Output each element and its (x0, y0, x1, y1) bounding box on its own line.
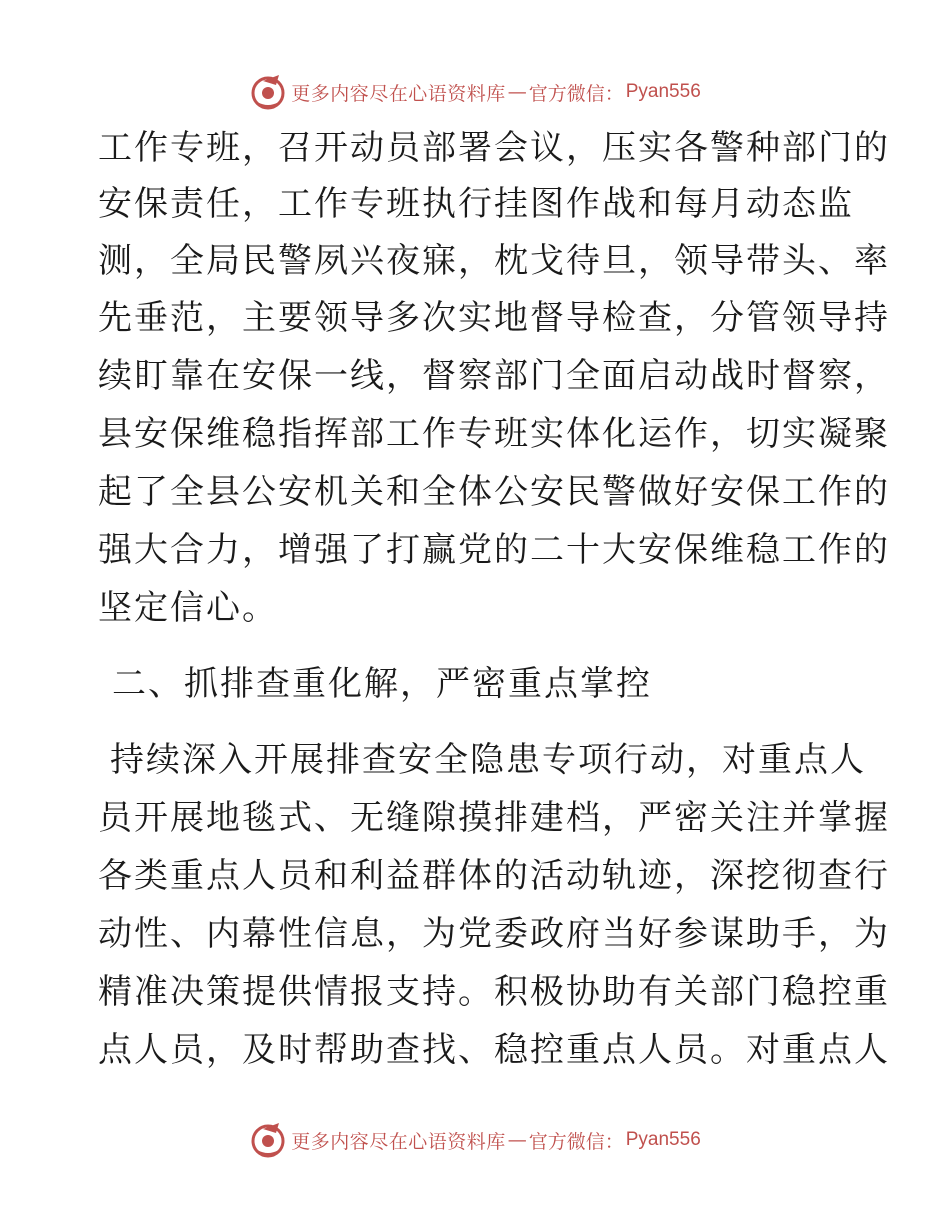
body-line: 先垂范，主要领导多次实地督导检查，分管领导持 (98, 298, 890, 338)
footer-brand-text: 更多内容尽在心语资料库 (291, 1130, 506, 1153)
body-line: 续盯靠在安保一线，督察部门全面启动战时督察， (98, 356, 890, 396)
body-line: 测，全局民警夙兴夜寐，枕戈待旦，领导带头、率 (98, 241, 890, 281)
body-line: 持续深入开展排查安全隐患专项行动，对重点人 (110, 740, 866, 780)
body-line: 员开展地毯式、无缝隙摸排建档，严密关注并掌握 (98, 798, 890, 838)
footer-wechat-label: 官方微信： (528, 1130, 624, 1153)
brand-logo-icon (249, 73, 287, 111)
body-line: 各类重点人员和利益群体的活动轨迹，深挖彻查行 (98, 856, 890, 896)
body-line: 强大合力，增强了打赢党的二十大安保维稳工作的 (98, 530, 890, 570)
header-brand-text: 更多内容尽在心语资料库 (291, 82, 506, 105)
brand-logo-icon (249, 1121, 287, 1159)
body-line: 点人员，及时帮助查找、稳控重点人员。对重点人 (98, 1030, 890, 1070)
header-separator: — (507, 81, 527, 103)
footer-wechat-id: Pyan556 (625, 1129, 701, 1150)
body-line: 县安保维稳指挥部工作专班实体化运作，切实凝聚 (98, 414, 890, 454)
body-line: 安保责任，工作专班执行挂图作战和每月动态监 (98, 184, 854, 224)
section-heading: 二、抓排查重化解，严密重点掌控 (112, 664, 652, 704)
body-line: 精准决策提供情报支持。积极协助有关部门稳控重 (98, 972, 890, 1012)
header-wechat-id: Pyan556 (625, 81, 701, 102)
body-line: 动性、内幕性信息，为党委政府当好参谋助手，为 (98, 914, 890, 954)
footer-separator: — (507, 1129, 527, 1151)
body-line: 工作专班，召开动员部署会议，压实各警种部门的 (98, 128, 890, 168)
body-line: 起了全县公安机关和全体公安民警做好安保工作的 (98, 472, 890, 512)
header-wechat-label: 官方微信： (528, 82, 624, 105)
footer-banner (0, 1118, 950, 1162)
header-banner (0, 70, 950, 114)
body-line: 坚定信心。 (98, 588, 278, 628)
